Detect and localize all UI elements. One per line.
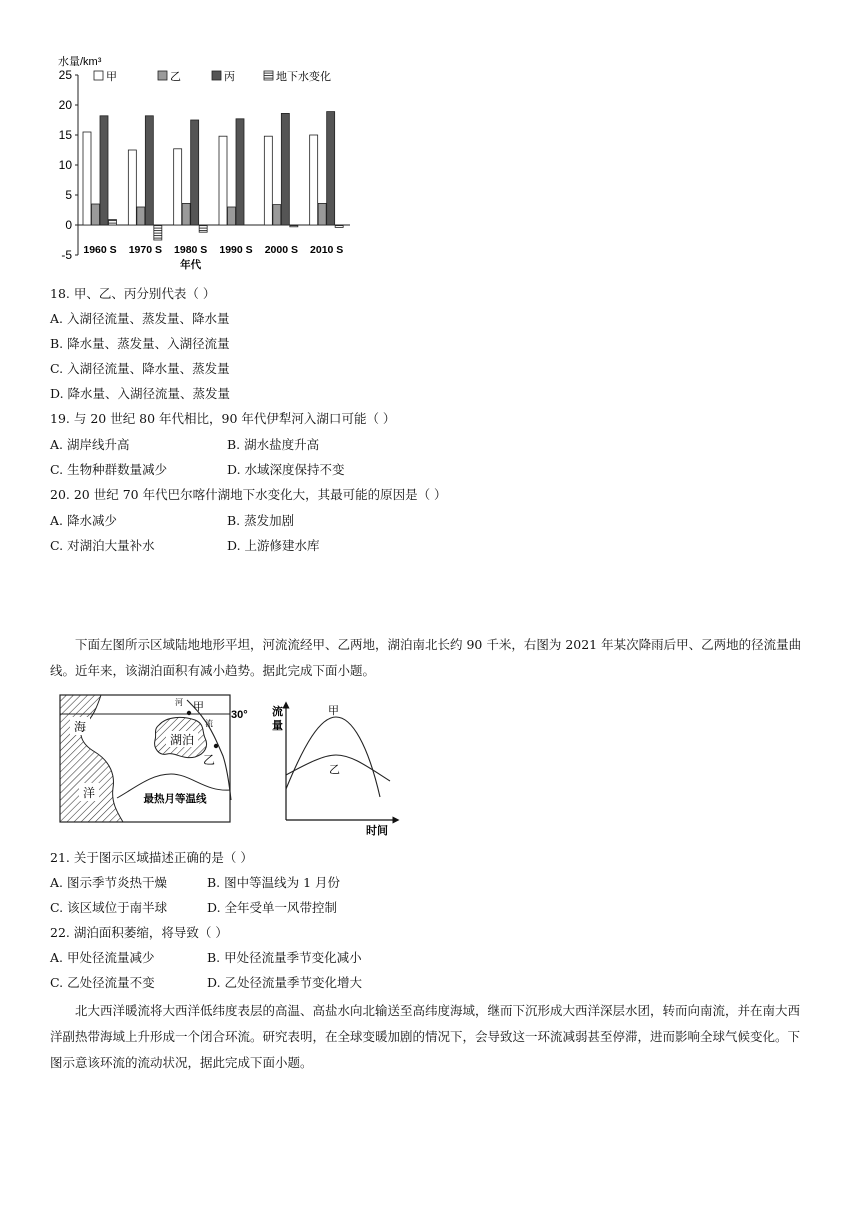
question-19-option-b: B. 湖水盐度升高: [227, 437, 320, 452]
water-balance-chart: [50, 50, 360, 275]
question-18-option-d: D. 降水量、入湖径流量、蒸发量: [50, 386, 231, 401]
question-19-stem: 19. 与 20 世纪 80 年代相比，90 年代伊犁河入湖口可能（ ）: [50, 411, 396, 426]
x-category-label: 2000 S: [264, 244, 298, 256]
bar-4-3: [290, 225, 298, 227]
x-category-label: 1980 S: [174, 244, 208, 256]
y-tick-label: 0: [65, 218, 72, 232]
passage-atlantic-circulation: 北大西洋暖流将大西洋低纬度表层的高温、高盐水向北输送至高纬度海域，继而下沉形成大西洋深层水团，转而向南流，并在南大西洋副热带海域上升形成一个闭合环流。研究表明，在全球变暖加剧的情况下，会导致这一环流减弱甚至停滞，进而影响全球气候变化。下图示意该环流的流动状况，据此完成下面小题。: [50, 1003, 801, 1070]
isotherm-label: 最热月等温线: [143, 793, 207, 805]
y-tick-label: 15: [58, 128, 72, 142]
runoff-curve-chart: [268, 695, 403, 837]
question-18-option-a: A. 入湖径流量、蒸发量、降水量: [50, 311, 230, 326]
x-axis-label: 年代: [180, 259, 202, 271]
bar-2-2: [191, 120, 199, 225]
y-tick-label: 25: [58, 68, 72, 82]
question-19-option-a: A. 湖岸线升高: [50, 437, 130, 452]
river-label-2: 流: [205, 719, 213, 728]
runoff-ylabel-2: 量: [272, 720, 283, 732]
bar-2-1: [182, 203, 190, 225]
question-21-option-c: C. 该区域位于南半球: [50, 900, 168, 915]
legend-swatch: [264, 71, 273, 80]
runoff-ylabel-1: 流: [272, 706, 283, 718]
question-18-option-b: B. 降水量、蒸发量、入湖径流量: [50, 336, 230, 351]
legend-swatch: [94, 71, 103, 80]
legend-label: 地下水变化: [276, 71, 331, 83]
map-yi-label: 乙: [203, 753, 216, 767]
x-category-label: 2010 S: [310, 244, 344, 256]
y-tick-label: 20: [58, 98, 72, 112]
bar-0-1: [92, 204, 100, 225]
question-19-option-d: D. 水域深度保持不变: [227, 462, 345, 477]
bar-5-3: [335, 225, 343, 227]
question-18-stem: 18. 甲、乙、丙分别代表（ ）: [50, 286, 216, 301]
question-21-stem: 21. 关于图示区域描述正确的是（ ）: [50, 850, 253, 865]
question-20-option-b: B. 蒸发加剧: [227, 513, 295, 528]
bar-5-1: [318, 203, 326, 225]
curve-yi-label: 乙: [329, 764, 340, 776]
legend-swatch: [212, 71, 221, 80]
bar-2-3: [199, 225, 207, 232]
legend-label: 甲: [106, 71, 117, 83]
question-20-option-a: A. 降水减少: [50, 513, 117, 528]
question-22-option-b: B. 甲处径流量季节变化减小: [207, 950, 362, 965]
passage-lake-region: 下面左图所示区域陆地地形平坦，河流流经甲、乙两地，湖泊南北长约 90 千米，右图为 2021 年某次降雨后甲、乙两地的径流量曲线。近年来，该湖泊面积有减小趋势。据此完成下面小题。: [50, 637, 802, 678]
bar-4-2: [281, 113, 289, 225]
x-category-label: 1990 S: [219, 244, 253, 256]
bar-2-0: [174, 149, 182, 225]
sea-label: 海: [73, 720, 87, 734]
bar-4-1: [273, 205, 281, 225]
legend-label: 乙: [170, 71, 181, 83]
y-tick-label: 10: [58, 158, 72, 172]
question-22-stem: 22. 湖泊面积萎缩，将导致（ ）: [50, 925, 228, 940]
bar-1-3: [154, 225, 162, 240]
bar-3-2: [236, 119, 244, 225]
bar-3-0: [219, 136, 227, 225]
question-21-option-b: B. 图中等温线为 1 月份: [207, 875, 341, 890]
question-22-option-a: A. 甲处径流量减少: [50, 950, 155, 965]
question-20-option-d: D. 上游修建水库: [227, 538, 320, 553]
point-jia: [187, 711, 191, 715]
lake-label: 湖泊: [169, 733, 195, 747]
bar-0-3: [109, 220, 117, 225]
question-22-option-c: C. 乙处径流量不变: [50, 975, 155, 990]
bar-1-2: [145, 116, 153, 225]
question-19-option-c: C. 生物种群数量减少: [50, 462, 168, 477]
point-yi: [214, 744, 218, 748]
curve-jia-label: 甲: [328, 705, 339, 717]
ocean-label: 洋: [82, 786, 96, 800]
question-20-stem: 20. 20 世纪 70 年代巴尔喀什湖地下水变化大，其最可能的原因是（ ）: [50, 487, 447, 502]
legend-label: 丙: [224, 71, 235, 83]
bar-1-1: [137, 207, 145, 225]
lake-region-map: [55, 692, 255, 827]
bar-0-2: [100, 116, 108, 225]
map-jia-label: 甲: [193, 701, 204, 713]
bar-5-0: [310, 135, 318, 225]
y-tick-label: -5: [61, 248, 72, 262]
curve-jia: [286, 717, 380, 797]
y-axis-label: 水量/km³: [58, 56, 102, 68]
y-tick-label: 5: [65, 188, 72, 202]
latitude-label: 30°: [231, 709, 248, 721]
x-category-label: 1970 S: [128, 244, 162, 256]
x-category-label: 1960 S: [83, 244, 117, 256]
question-22-option-d: D. 乙处径流量季节变化增大: [207, 975, 363, 990]
question-21-option-d: D. 全年受单一风带控制: [207, 900, 338, 915]
river-label-1: 河: [175, 698, 183, 707]
legend-swatch: [158, 71, 167, 80]
question-20-option-c: C. 对湖泊大量补水: [50, 538, 155, 553]
question-18-option-c: C. 入湖径流量、降水量、蒸发量: [50, 361, 230, 376]
bar-4-0: [264, 136, 272, 225]
bar-0-0: [83, 132, 91, 225]
question-21-option-a: A. 图示季节炎热干燥: [50, 875, 167, 890]
bar-5-2: [327, 112, 335, 225]
bar-1-0: [128, 150, 136, 225]
bar-3-1: [228, 207, 236, 225]
runoff-xlabel: 时间: [366, 825, 388, 837]
